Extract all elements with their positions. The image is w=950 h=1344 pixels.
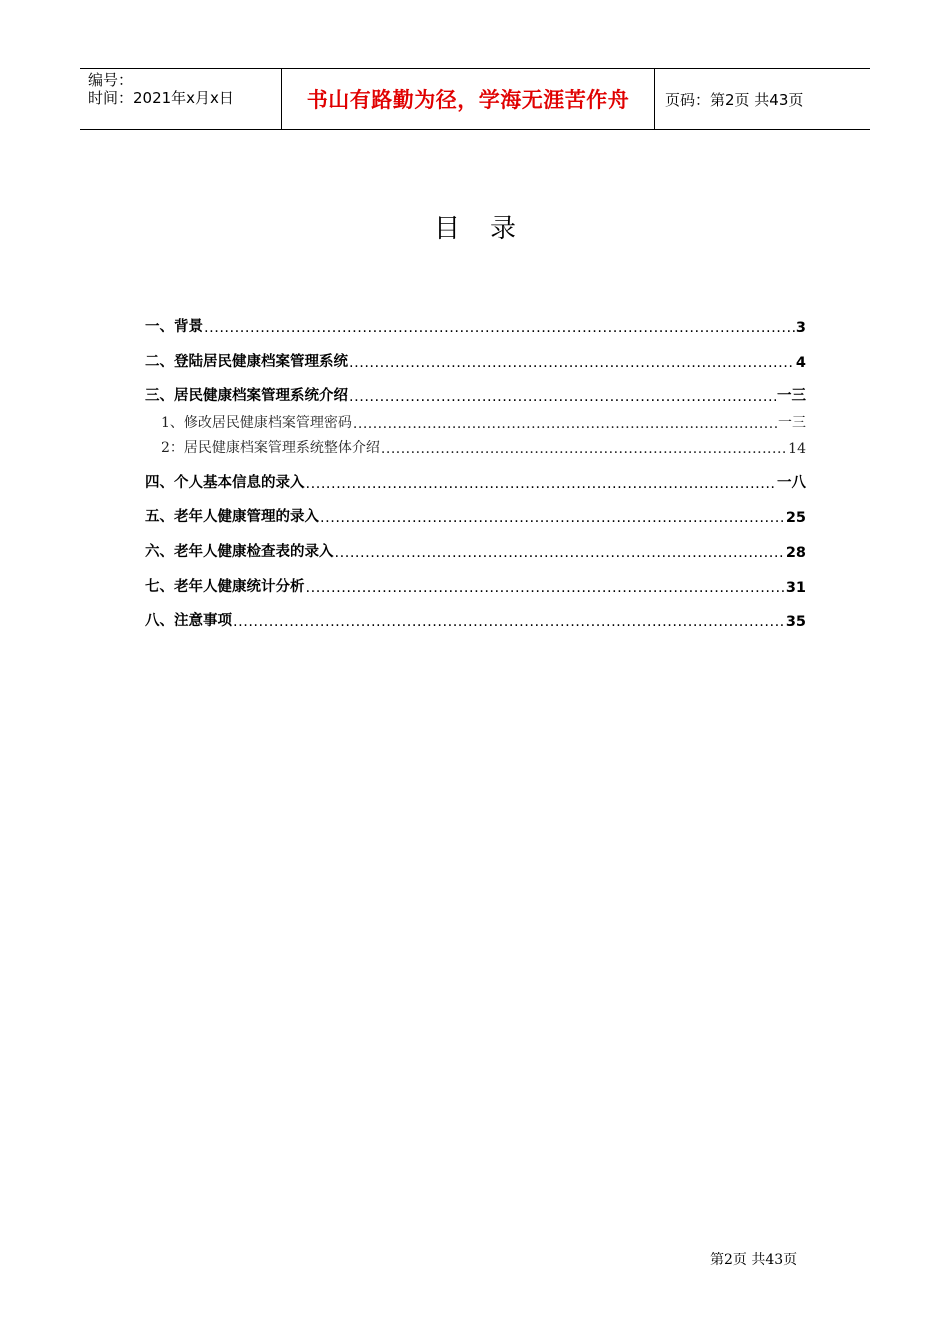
toc-subentry[interactable] (145, 405, 806, 432)
page-title: 目录 (433, 214, 546, 244)
toc-entry-label: 一、背景 (145, 319, 203, 335)
toc-entry-label: 1、修改居民健康档案管理密码 (161, 415, 352, 432)
toc-entry-label: 三、居民健康档案管理系统介绍 (145, 388, 348, 405)
toc-leader (349, 355, 795, 371)
toc-entry-label: 五、老年人健康管理的录入 (145, 509, 319, 526)
toc-leader (320, 510, 785, 526)
header-meta (80, 69, 282, 129)
toc-leader (233, 614, 785, 630)
toc-entry-label: 七、老年人健康统计分析 (145, 578, 305, 595)
toc-entry-label: 四、个人基本信息的录入 (145, 474, 305, 491)
toc-leader (204, 320, 795, 336)
toc-entry[interactable] (145, 596, 806, 631)
toc-leader (306, 476, 777, 492)
toc-entry-label: 六、老年人健康检查表的录入 (145, 543, 334, 560)
toc-entry-page: 35 (785, 614, 806, 631)
toc-entry-label: 二、登陆居民健康档案管理系统 (145, 353, 348, 370)
toc-entry-page: 31 (785, 579, 806, 596)
toc-entry-page: 一八 (777, 474, 806, 491)
toc-entry-label: 2：居民健康档案管理系统整体介绍 (161, 440, 380, 457)
toc-entry-page: 28 (785, 544, 806, 561)
page-header (80, 68, 870, 130)
toc-entry[interactable] (145, 561, 806, 596)
toc-subentry[interactable] (145, 432, 806, 457)
page-footer: 第2页 共43页 (710, 1252, 798, 1268)
header-page-label: 页码：第2页 共43页 (665, 90, 804, 109)
toc-entry-page: 25 (785, 510, 806, 527)
toc-entry-page: 一三 (778, 415, 806, 432)
toc-entry-page: 一三 (777, 388, 806, 405)
toc-entry[interactable] (145, 492, 806, 527)
toc-entry-page: 3 (795, 320, 806, 336)
toc-entry[interactable] (145, 336, 806, 371)
header-number-label: 编号： (88, 71, 134, 89)
toc-leader (353, 416, 777, 432)
toc-entry[interactable] (145, 457, 806, 492)
header-time-label: 时间：2021年x月x日 (88, 89, 234, 107)
toc-leader (381, 441, 787, 457)
toc-entry-page: 14 (788, 441, 806, 458)
toc-leader (349, 389, 776, 405)
toc-entry-page: 4 (795, 354, 806, 371)
toc-leader (306, 580, 785, 596)
toc-entry[interactable] (145, 371, 806, 406)
toc-entry[interactable] (145, 314, 806, 336)
table-of-contents (145, 314, 806, 630)
toc-entry[interactable] (145, 526, 806, 561)
header-motto: 书山有路勤为径，学海无涯苦作舟 (282, 69, 655, 129)
toc-leader (335, 545, 785, 561)
toc-entry-label: 八、注意事项 (145, 613, 232, 630)
